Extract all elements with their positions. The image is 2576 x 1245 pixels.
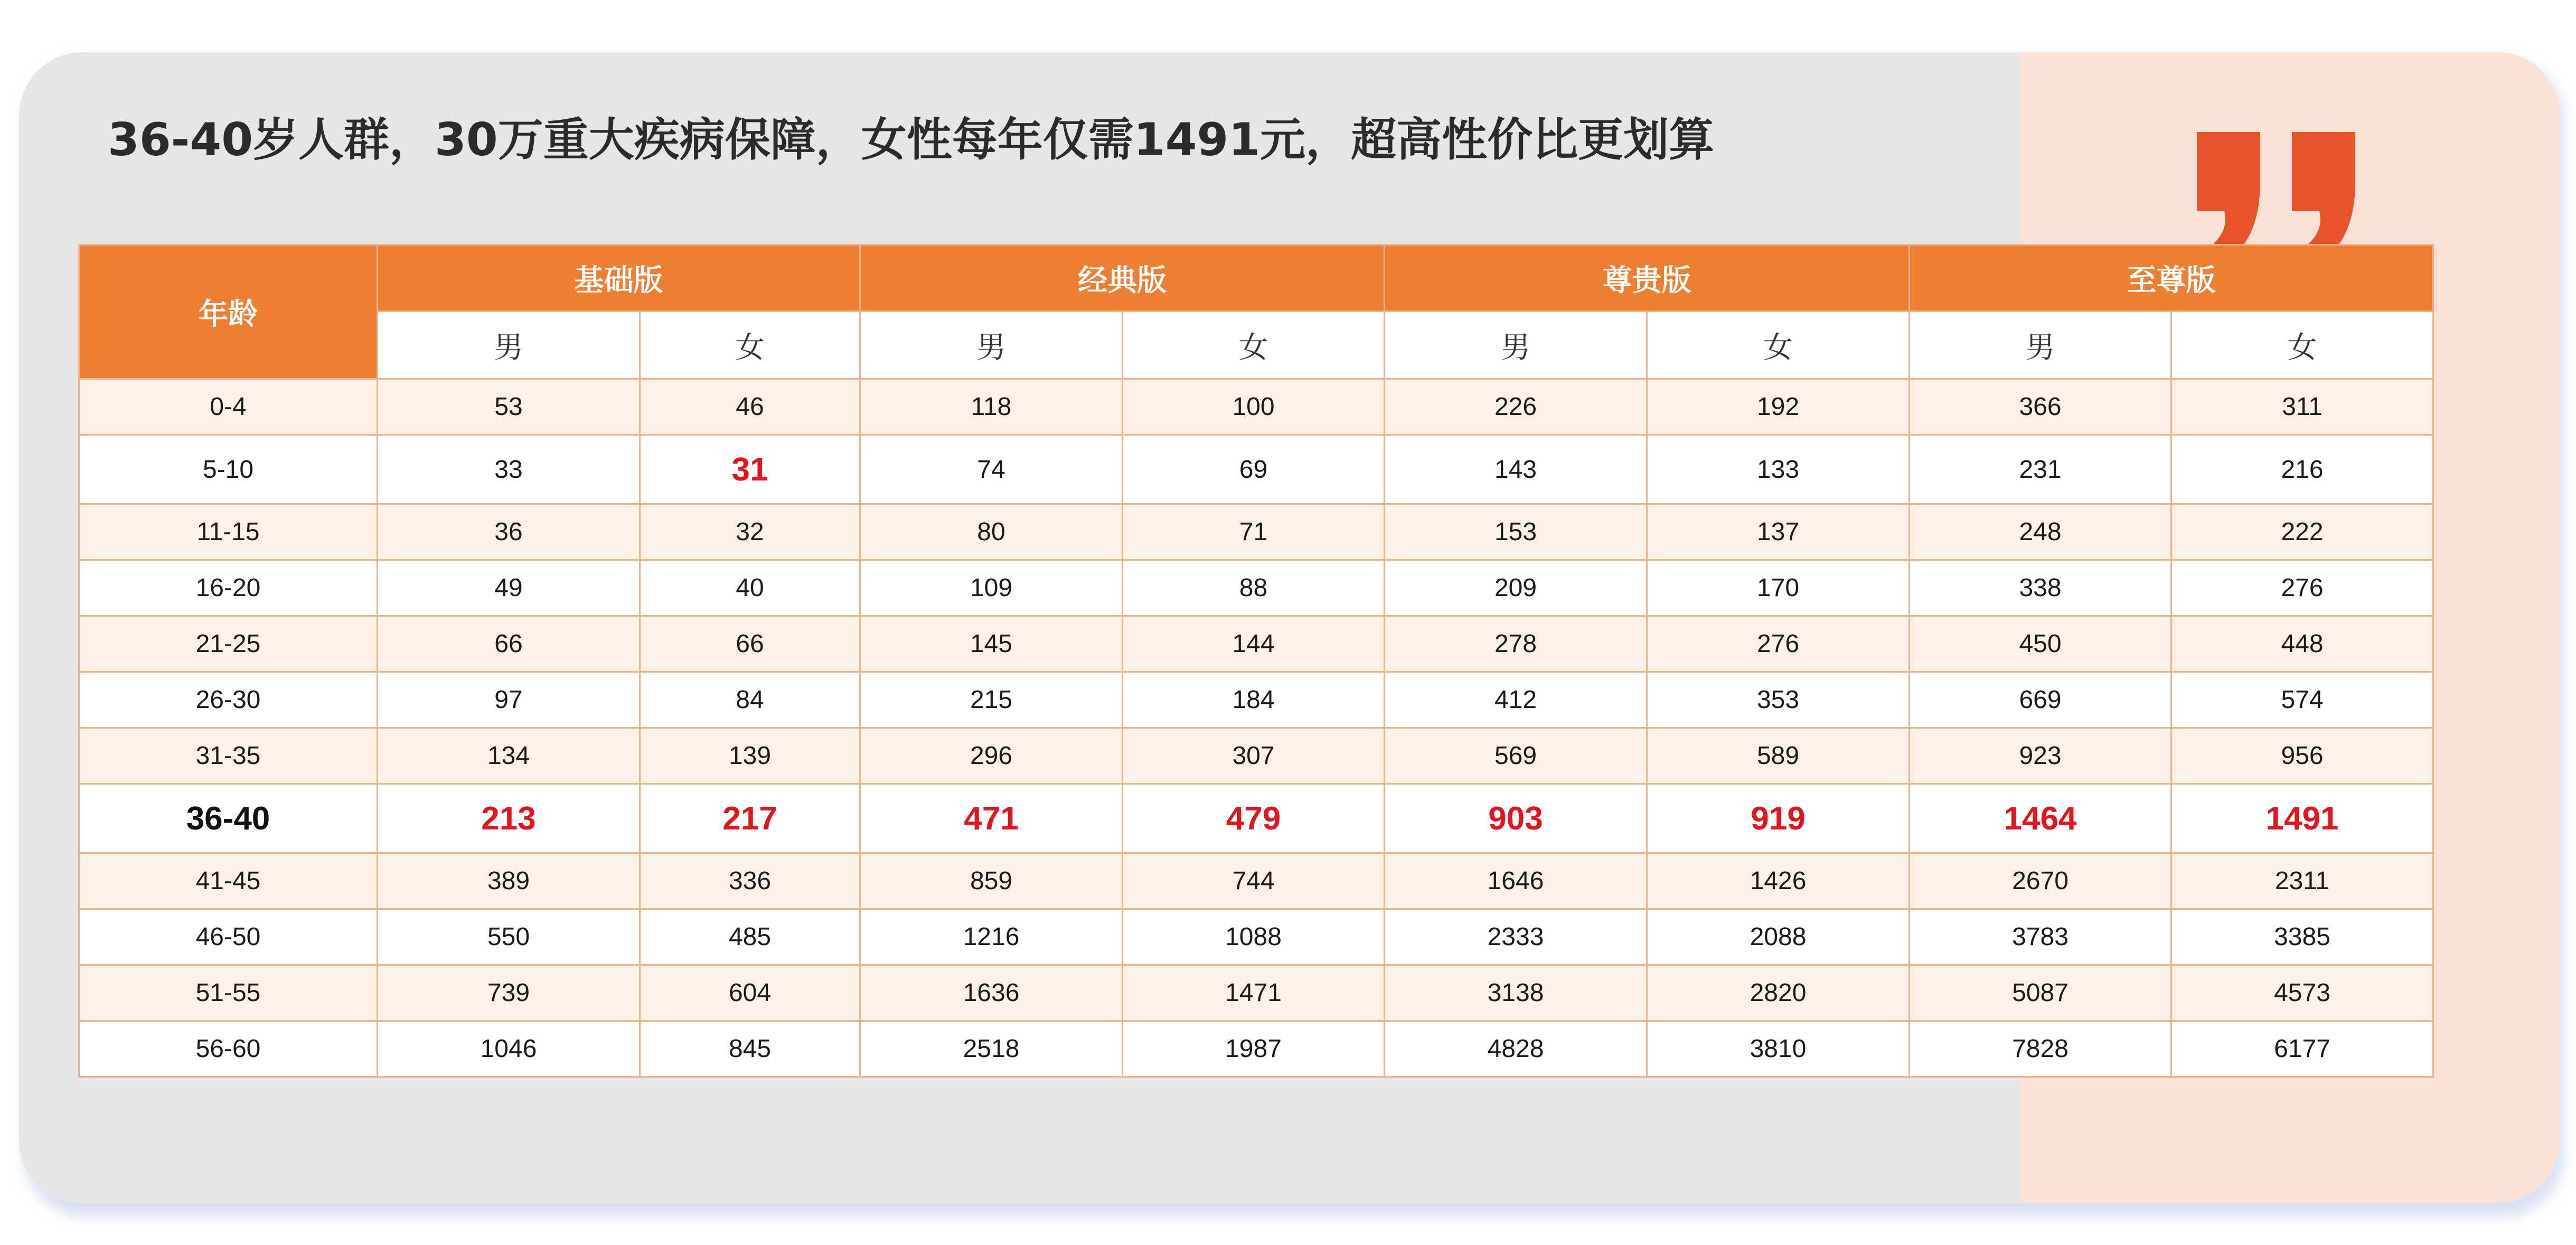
premium-cell: 53 [378,379,640,435]
age-cell: 51-55 [79,965,378,1021]
premium-cell: 69 [1123,435,1385,504]
tier-header-classic: 经典版 [860,245,1385,312]
premium-cell: 84 [640,672,860,728]
premium-cell: 389 [378,853,640,909]
table-row [79,379,2433,435]
premium-cell: 2670 [1910,853,2171,909]
highlighted-table-row [79,784,2433,853]
premium-cell: 366 [1910,379,2171,435]
premium-cell: 5087 [1910,965,2171,1021]
age-cell: 36-40 [79,784,378,853]
premium-cell: 32 [640,504,860,560]
premium-cell: 412 [1385,672,1647,728]
age-cell: 26-30 [79,672,378,728]
premium-cell: 134 [378,728,640,784]
age-cell: 16-20 [79,560,378,616]
highlighted-premium-cell: 213 [378,784,640,853]
premium-cell: 215 [860,672,1123,728]
premium-cell: 66 [378,616,640,672]
premium-cell: 450 [1910,616,2171,672]
premium-cell: 143 [1385,435,1647,504]
table-row [79,435,2433,504]
premium-cell: 231 [1910,435,2171,504]
sex-header-female: 女 [2171,312,2433,379]
age-cell: 56-60 [79,1021,378,1077]
sex-header-row [79,312,2433,379]
premium-cell: 1471 [1123,965,1385,1021]
age-cell: 5-10 [79,435,378,504]
premium-cell: 1216 [860,909,1123,965]
premium-cell: 1636 [860,965,1123,1021]
premium-cell: 744 [1123,853,1385,909]
premium-cell: 3783 [1910,909,2171,965]
table-row [79,616,2433,672]
table-row [79,1021,2433,1077]
sex-header-male: 男 [1910,312,2171,379]
premium-cell: 845 [640,1021,860,1077]
premium-cell: 574 [2171,672,2433,728]
premium-rate-table [78,244,2434,1078]
premium-cell: 66 [640,616,860,672]
sex-header-female: 女 [1647,312,1910,379]
premium-cell: 133 [1647,435,1910,504]
age-cell: 21-25 [79,616,378,672]
premium-cell: 276 [2171,560,2433,616]
tier-header-row [79,245,2433,312]
premium-cell: 139 [640,728,860,784]
premium-cell: 569 [1385,728,1647,784]
premium-cell: 550 [378,909,640,965]
highlighted-premium-cell: 919 [1647,784,1910,853]
premium-cell: 296 [860,728,1123,784]
premium-cell: 1426 [1647,853,1910,909]
premium-cell: 2333 [1385,909,1647,965]
premium-cell: 49 [378,560,640,616]
age-cell: 41-45 [79,853,378,909]
table-row [79,504,2433,560]
premium-cell: 923 [1910,728,2171,784]
sex-header-female: 女 [640,312,860,379]
premium-cell: 311 [2171,379,2433,435]
highlighted-premium-cell: 31 [640,435,860,504]
premium-cell: 33 [378,435,640,504]
premium-cell: 145 [860,616,1123,672]
premium-cell: 3385 [2171,909,2433,965]
age-cell: 46-50 [79,909,378,965]
premium-cell: 170 [1647,560,1910,616]
premium-cell: 485 [640,909,860,965]
premium-cell: 192 [1647,379,1910,435]
premium-cell: 209 [1385,560,1647,616]
premium-cell: 71 [1123,504,1385,560]
highlighted-premium-cell: 479 [1123,784,1385,853]
premium-cell: 1987 [1123,1021,1385,1077]
page-title: 36-40岁人群，30万重大疾病保障，女性每年仅需1491元，超高性价比更划算 [108,114,1715,166]
premium-cell: 2311 [2171,853,2433,909]
premium-cell: 3810 [1647,1021,1910,1077]
premium-cell: 226 [1385,379,1647,435]
premium-cell: 88 [1123,560,1385,616]
premium-cell: 739 [378,965,640,1021]
premium-cell: 956 [2171,728,2433,784]
highlighted-premium-cell: 903 [1385,784,1647,853]
premium-cell: 3138 [1385,965,1647,1021]
tier-header-basic: 基础版 [378,245,860,312]
premium-cell: 1088 [1123,909,1385,965]
premium-cell: 248 [1910,504,2171,560]
premium-cell: 100 [1123,379,1385,435]
premium-cell: 80 [860,504,1123,560]
premium-cell: 153 [1385,504,1647,560]
premium-cell: 222 [2171,504,2433,560]
premium-cell: 6177 [2171,1021,2433,1077]
highlighted-premium-cell: 1464 [1910,784,2171,853]
premium-cell: 216 [2171,435,2433,504]
premium-cell: 1046 [378,1021,640,1077]
tier-header-premium: 尊贵版 [1385,245,1910,312]
premium-cell: 2088 [1647,909,1910,965]
table-row [79,728,2433,784]
premium-cell: 7828 [1910,1021,2171,1077]
tier-header-supreme: 至尊版 [1910,245,2433,312]
premium-cell: 604 [640,965,860,1021]
highlighted-premium-cell: 1491 [2171,784,2433,853]
premium-cell: 36 [378,504,640,560]
table-row [79,909,2433,965]
premium-cell: 1646 [1385,853,1647,909]
table-row [79,672,2433,728]
premium-cell: 109 [860,560,1123,616]
sex-header-male: 男 [378,312,640,379]
sex-header-female: 女 [1123,312,1385,379]
sex-header-male: 男 [1385,312,1647,379]
premium-cell: 589 [1647,728,1910,784]
premium-cell: 40 [640,560,860,616]
premium-cell: 74 [860,435,1123,504]
premium-cell: 118 [860,379,1123,435]
table-row [79,965,2433,1021]
premium-cell: 2518 [860,1021,1123,1077]
premium-cell: 184 [1123,672,1385,728]
premium-cell: 46 [640,379,860,435]
premium-cell: 144 [1123,616,1385,672]
premium-cell: 137 [1647,504,1910,560]
sex-header-male: 男 [860,312,1123,379]
premium-cell: 4573 [2171,965,2433,1021]
premium-cell: 4828 [1385,1021,1647,1077]
premium-cell: 278 [1385,616,1647,672]
premium-cell: 669 [1910,672,2171,728]
table-row [79,853,2433,909]
premium-cell: 338 [1910,560,2171,616]
premium-cell: 448 [2171,616,2433,672]
highlighted-premium-cell: 471 [860,784,1123,853]
table-row [79,560,2433,616]
premium-cell: 97 [378,672,640,728]
premium-cell: 276 [1647,616,1910,672]
highlighted-premium-cell: 217 [640,784,860,853]
premium-cell: 307 [1123,728,1385,784]
age-column-header: 年龄 [79,245,378,379]
premium-cell: 859 [860,853,1123,909]
premium-cell: 353 [1647,672,1910,728]
age-cell: 11-15 [79,504,378,560]
premium-cell: 2820 [1647,965,1910,1021]
age-cell: 0-4 [79,379,378,435]
age-cell: 31-35 [79,728,378,784]
premium-cell: 336 [640,853,860,909]
